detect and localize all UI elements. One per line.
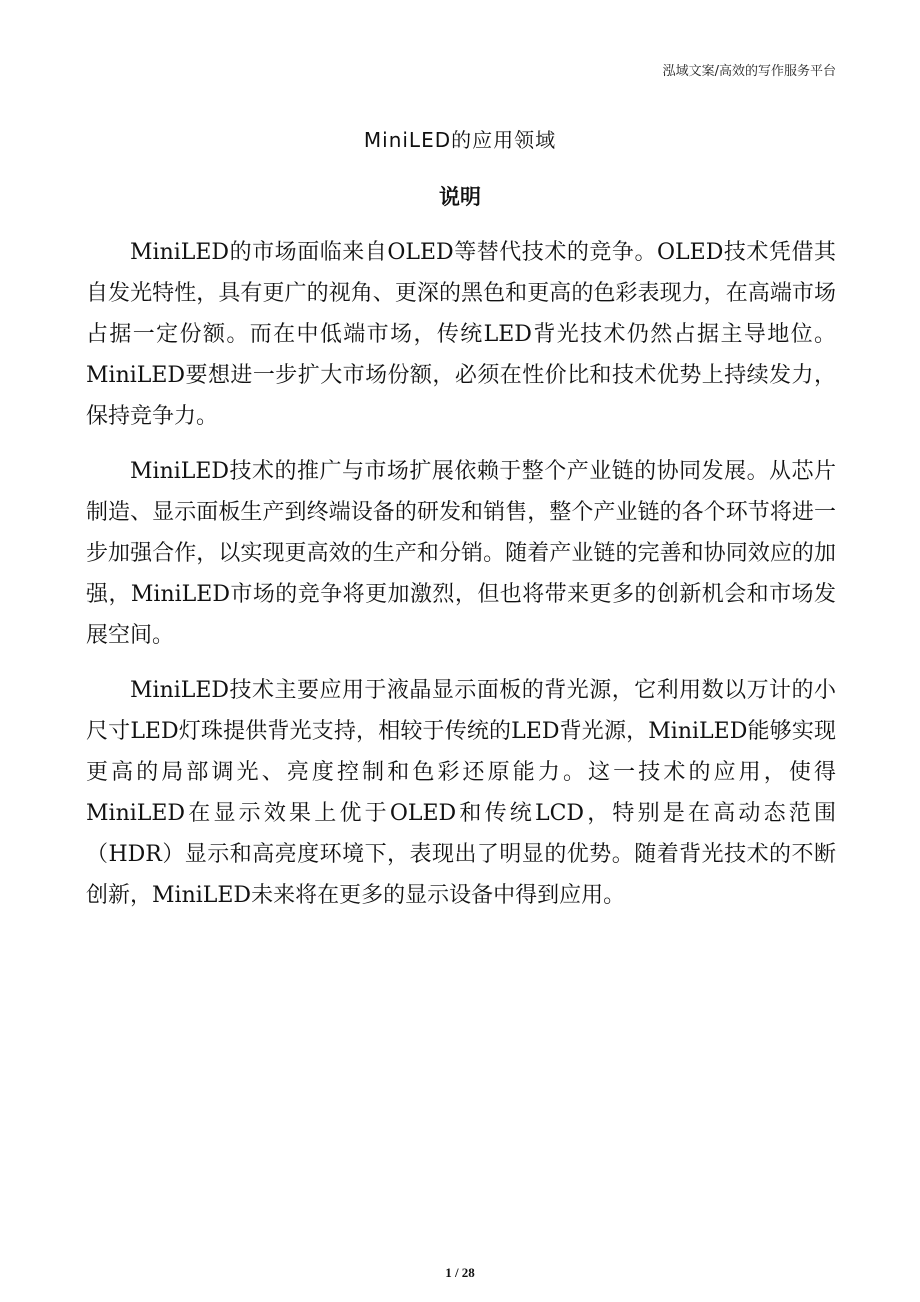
page-number: 1 / 28: [445, 1265, 475, 1280]
section-heading: 说明: [439, 185, 481, 209]
header-brand-text: 泓域文案/高效的写作服务平台: [662, 64, 836, 79]
document-title: MiniLED的应用领域: [363, 128, 557, 152]
paragraph-3: MiniLED技术主要应用于液晶显示面板的背光源，它利用数以万计的小尺寸LED灯珠提供背光支持，相较于传统的LED背光源，MiniLED能够实现更高的局部调光、亮度控制和色彩还原能力。这一技术的应用，使得MiniLED在显示效果上优于OLED和传统LCD，特别是在高动态范围（HDR）显示和高亮度环境下，表现出了明显的优势。随着背光技术的不断创新，MiniLED未来将在更多的显示设备中得到应用。: [86, 678, 836, 908]
document-body: [86, 232, 836, 930]
paragraph-2: MiniLED技术的推广与市场扩展依赖于整个产业链的协同发展。从芯片制造、显示面板生产到终端设备的研发和销售，整个产业链的各个环节将进一步加强合作，以实现更高效的生产和分销。随着产业链的完善和协同效应的加强，MiniLED市场的竞争将更加激烈，但也将带来更多的创新机会和市场发展空间。: [86, 459, 836, 648]
paragraph-1: MiniLED的市场面临来自OLED等替代技术的竞争。OLED技术凭借其自发光特性，具有更广的视角、更深的黑色和更高的色彩表现力，在高端市场占据一定份额。而在中低端市场，传统LED背光技术仍然占据主导地位。MiniLED要想进一步扩大市场份额，必须在性价比和技术优势上持续发力，保持竞争力。: [86, 240, 836, 429]
